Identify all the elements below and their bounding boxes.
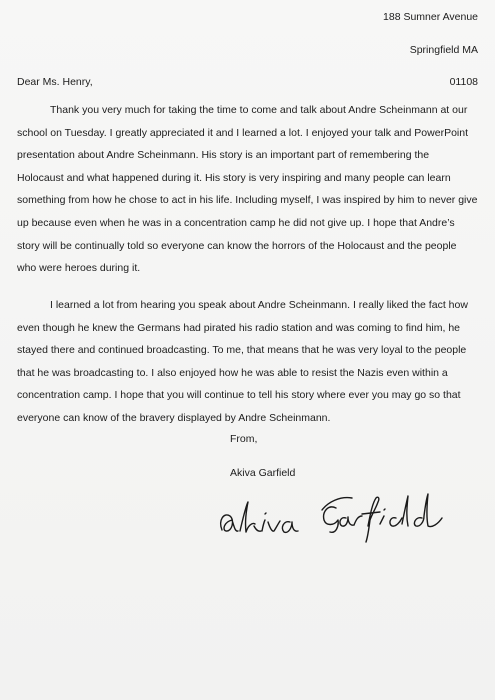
body-paragraph-1: Thank you very much for taking the time to come and talk about Andre Scheinmann at our school on Tuesday. I greatly appreciated it and I learned a lot. I enjoyed your talk and PowerPoint presentation about Andre Scheinmann. His story is an important part of remembering the Holocaust and what happened during it. His story is very inspiring and many people can learn something from how he chose to act in his life. Including myself, I was inspired by him to never give up because even when he was in a concentration camp he did not give up. I hope that Andre’s story will be continually told so everyone can know the horrors of the Holocaust and the people who were heroes during it.	[17, 104, 478, 275]
sender-street: 188 Sumner Avenue	[383, 11, 478, 23]
body-paragraph-2: I learned a lot from hearing you speak about Andre Scheinmann. I really liked the fact how even though he knew the Germans had pirated his radio station and was coming to find him, he stayed there and continued broadcasting. To me, that means that he was very loyal to the people that he was broadcasting to. I also enjoyed how he was able to resist the Nazis even within a concentration camp. I hope that you will continue to tell his story where ever you may go so that everyone can know of the bravery displayed by Andre Scheinmann.	[17, 299, 468, 424]
signer-name: Akiva Garfield	[230, 467, 296, 479]
handwritten-signature	[210, 482, 460, 552]
sender-zip: 01108	[449, 76, 478, 88]
salutation: Dear Ms. Henry,	[17, 76, 93, 88]
sender-city-state: Springfield MA	[409, 44, 478, 56]
closing: From,	[230, 433, 258, 445]
signature-drawing	[210, 482, 460, 552]
